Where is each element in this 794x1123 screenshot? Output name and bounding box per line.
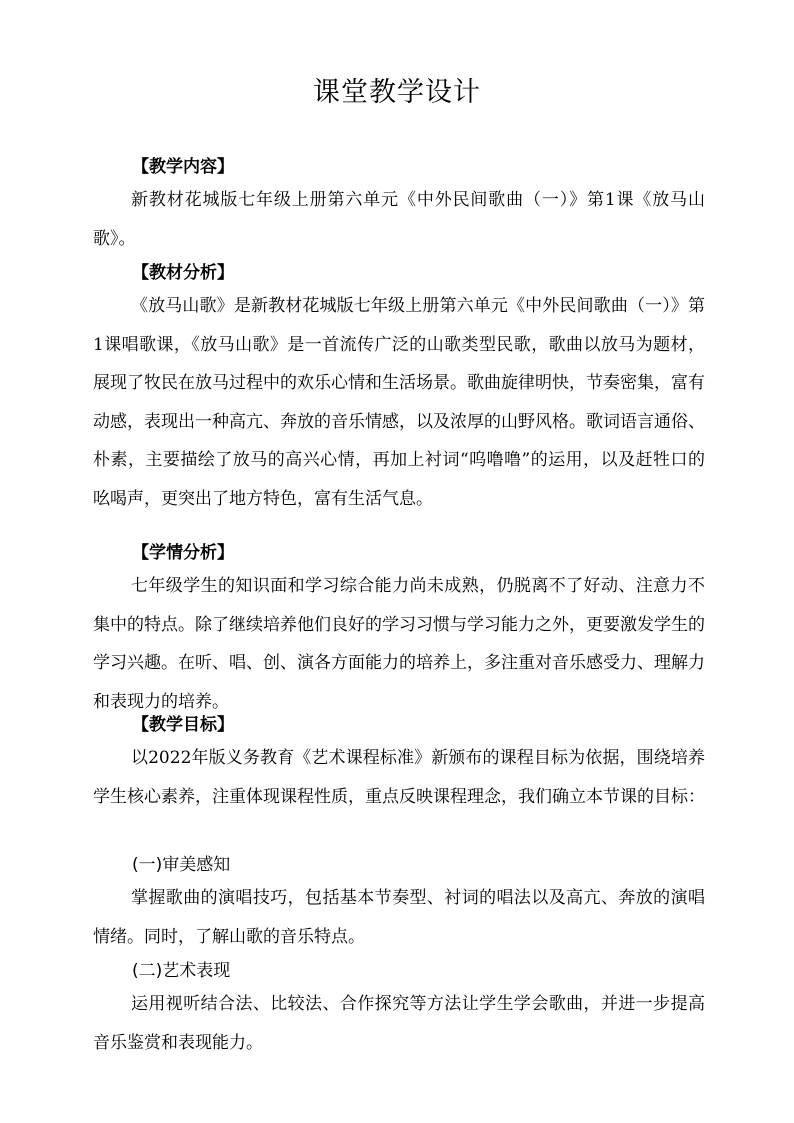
section-text-teaching-content: 新教材花城版七年级上册第六单元《中外民间歌曲（一）》第1课《放马山歌》。 (93, 190, 705, 249)
objective-label-aesthetic: (一)审美感知 (132, 855, 231, 875)
section-text-student-analysis: 七年级学生的知识面和学习综合能力尚未成熟，仍脱离不了好动、注意力不集中的特点。除了继续培养他们良好的学习习惯与学习能力之外，更要激发学生的学习兴趣。在听、唱、创、演各方面能力的培养上，多注重对音乐感受力、理解力和表现力的培养。 (93, 576, 705, 712)
objective-text-art-expression: 运用视听结合法、比较法、合作探究等方法让学生学会歌曲，并进一步提高音乐鉴赏和表现能力。 (93, 994, 705, 1053)
section-heading-teaching-content: 【教学内容】 (132, 157, 234, 177)
section-heading-material-analysis: 【教材分析】 (132, 263, 234, 283)
objective-text-aesthetic: 掌握歌曲的演唱技巧，包括基本节奏型、衬词的唱法以及高亢、奔放的演唱情绪。同时，了解山歌的音乐特点。 (93, 888, 705, 947)
section-heading-teaching-goals: 【教学目标】 (132, 715, 234, 735)
document-title: 课堂教学设计 (313, 77, 481, 108)
objective-label-art-expression: (二)艺术表现 (132, 961, 231, 981)
section-heading-student-analysis: 【学情分析】 (132, 543, 234, 563)
section-text-teaching-goals: 以2022年版义务教育《艺术课程标准》新颁布的课程目标为依据，围绕培养学生核心素养，注重体现课程性质，重点反映课程理念，我们确立本节课的目标： (93, 748, 705, 807)
section-text-material-analysis: 《放马山歌》是新教材花城版七年级上册第六单元《中外民间歌曲（一）》第1课唱歌课，《放马山歌》是一首流传广泛的山歌类型民歌，歌曲以放马为题材，展现了牧民在放马过程中的欢乐心情和生活场景。歌曲旋律明快，节奏密集，富有动感，表现出一种高亢、奔放的音乐情感，以及浓厚的山野风格。歌词语言通俗、朴素，主要描绘了放马的高兴心情，再加上衬词“呜噜噜”的运用，以及赶牲口的吆喝声，更突出了地方特色，富有生活气息。 (93, 296, 705, 509)
